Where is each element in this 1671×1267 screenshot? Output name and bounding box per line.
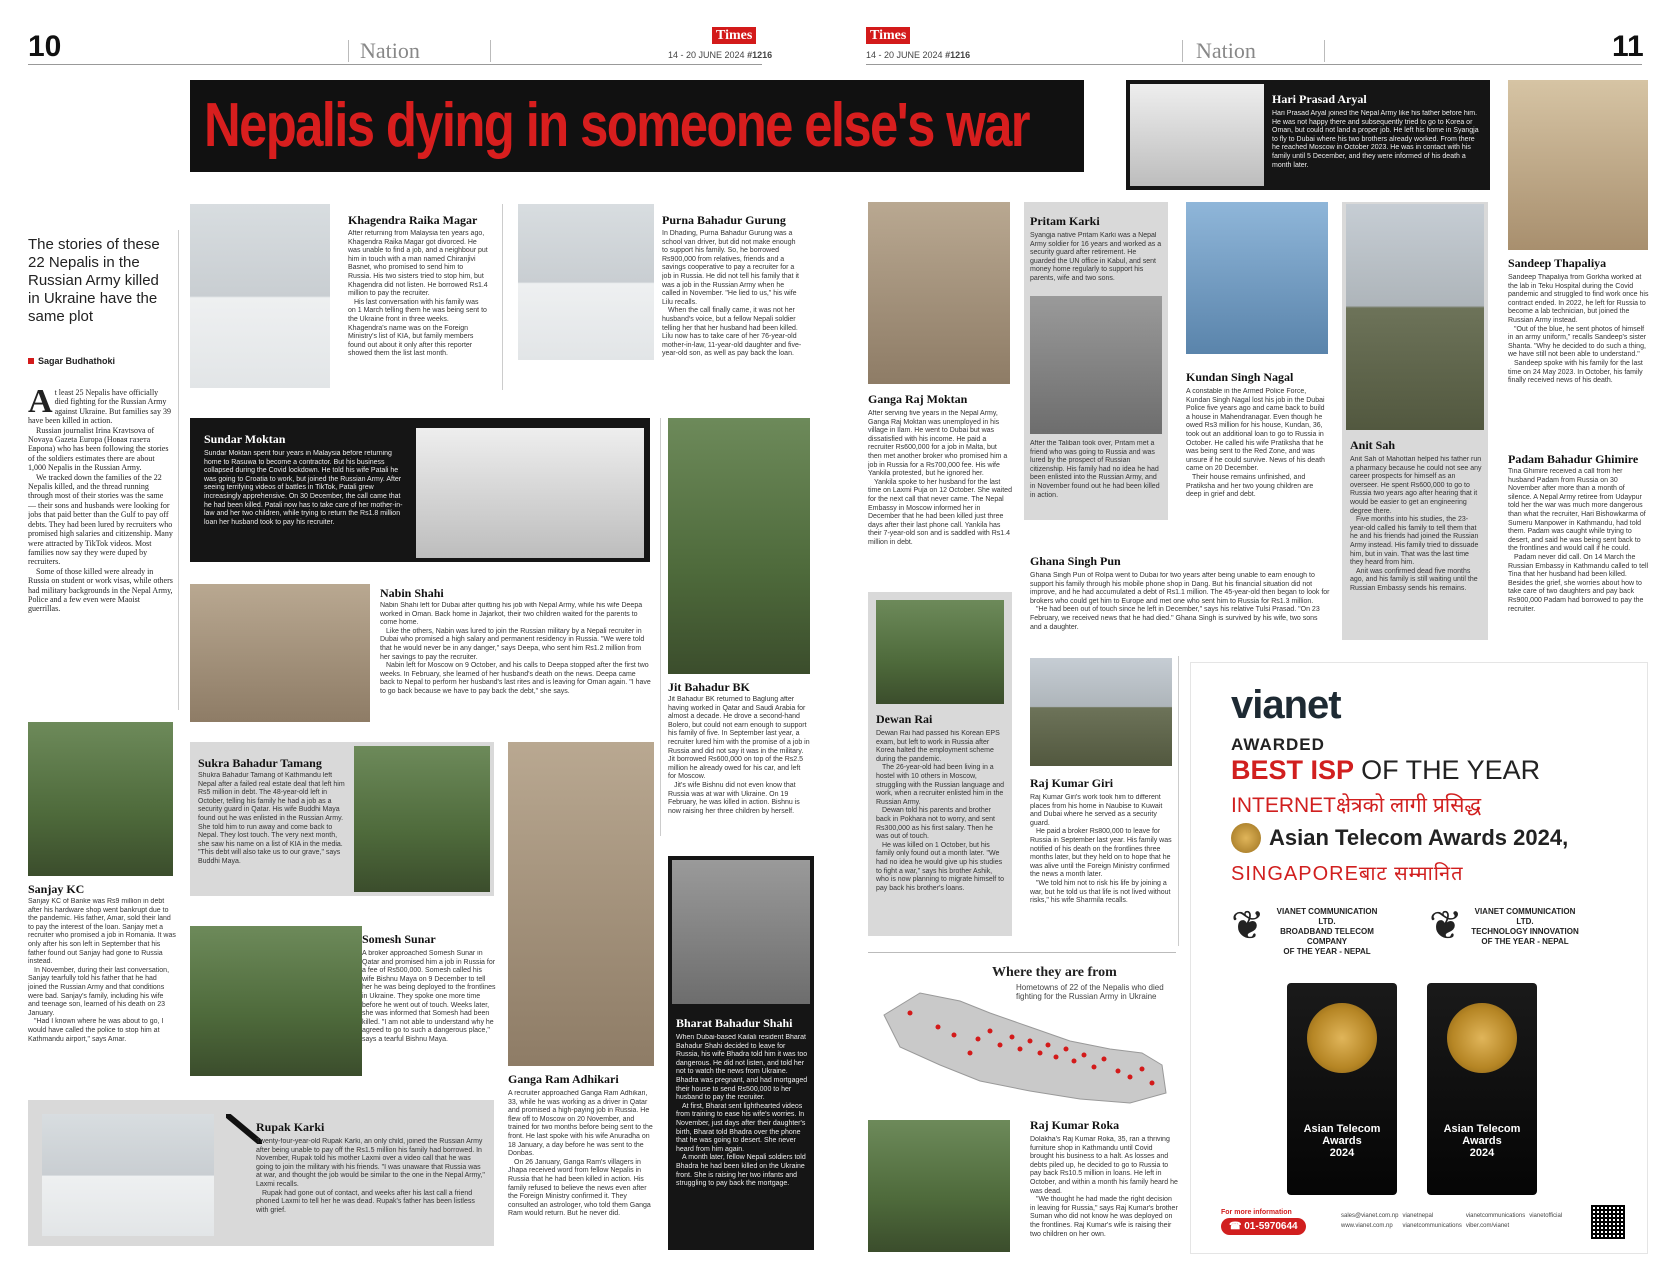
laurel-left-icon: ❦ <box>1231 904 1265 948</box>
name-kundan: Kundan Singh Nagal <box>1186 370 1294 384</box>
name-ganga-raj: Ganga Raj Moktan <box>868 392 968 406</box>
map-subtitle: Hometowns of 22 of the Nepalis who died fighting for the Russian Army in Ukraine <box>1016 983 1164 1001</box>
map-title: Where they are from <box>992 965 1117 980</box>
card-hari <box>1126 80 1490 190</box>
story-jit: Jit Bahadur BK returned to Baglung after having worked in Qatar and Saudi Arabia for almost a decade. He drove a second-hand Bolero, but could not earn enough to support his family of five. In September last year, a recruiter lured him with the promise of a job in Russia and did not say it was in the military. Jit borrowed Rs600,000 on top of the Rs2.5 million he already owed for his car, and left for Moscow. Jit's wife Bishnu did not even know that Russia was at war with Ukraine. On 19 February, he was killed in action. Bishnu is now raising her three children by herself. <box>668 696 810 815</box>
left-section-label: Nation <box>360 38 420 63</box>
name-khagendra: Khagendra Raika Magar <box>348 213 478 227</box>
photo-ganga-ram <box>508 742 654 1066</box>
photo-khagendra <box>190 204 330 388</box>
name-sanjay-kc: Sanjay KC <box>28 882 85 896</box>
story-bharat: When Dubai-based Kailali resident Bharat Bahadur Shahi decided to leave for Russia, his wife Bhadra told him it was too dangerous. He did not listen, and told her not to watch the news from Ukraine. Bhadra was pregnant, and had mortgaged their house to send Rs500,000 to her husband to pay the recruiter. At first, Bharat sent lighthearted videos from training to ease his wife's worries. In November, just days after their daughter's birth, Bharat told Bhadra over the phone that he was going to desert. She never heard from him again. A month later, fellow Nepali soldiers told Bhadra he had been killed on the Ukraine front. She is raising her two infants and struggling to pay back the mortgage. <box>676 1034 808 1188</box>
name-hari: Hari Prasad Aryal <box>1272 92 1367 106</box>
photo-sundar <box>416 428 644 558</box>
photo-bharat <box>672 860 810 1004</box>
photo-jit <box>668 418 810 674</box>
name-somesh: Somesh Sunar <box>362 932 436 946</box>
ad-internet-line: INTERNETक्षेत्रको लागी प्रसिद्ध <box>1231 794 1482 817</box>
photo-rajkumar-roka <box>868 1120 1010 1252</box>
ad-awarded: AWARDED <box>1231 735 1325 754</box>
right-masthead <box>866 26 910 44</box>
card-sundar <box>190 418 650 562</box>
laurel-left: ❦ VIANET COMMUNICATION LTD. BROADBAND TELECOM COMPANY OF THE YEAR - NEPAL <box>1231 904 1378 956</box>
intro-text: At least 25 Nepalis have officially died fighting for the Russian Army against Ukraine. But families say 39 have been killed in action. Russian journalist Irina Kravtsova of Novaya Gazeta Europa (Новая газета Европа) who has been following the stories of the soldiers estimates there are about 1,000 Nepalis in the Russian Army. We tracked down the families of the 22 Nepalis killed, and the thread running through most of their stories was the same — their sons and husbands were looking for jobs that paid better than the Gulf to pay off debts. They had been lured by recruiters who promised high salaries and citizenship. Many were attracted by TikTok videos. Most families now say they were duped by recruiters. Some of those killed were already in Russia on student or work visas, while others had military backgrounds in the Nepal Army, Police and a few even were Maoist guerrillas. <box>28 388 173 614</box>
name-dewan: Dewan Rai <box>876 712 933 726</box>
right-issue-date: 14 - 20 JUNE 2024 #1216 <box>866 50 971 60</box>
story-hari: Hari Prasad Aryal joined the Nepal Army like his father before him. He was not happy there and subsequently tried to go to Korea or Oman, but could not land a proper job. He left his home in Syangja to fly to Dubai where his two brothers already worked. From there he reached Moscow in October 2023. He was in contact with his family until 5 December, and they were informed of his death a month later. <box>1272 110 1479 169</box>
card-bharat <box>668 856 814 1250</box>
photo-sanjay-kc <box>28 722 173 876</box>
dek: The stories of these 22 Nepalis in the Russian Army killed in Ukraine have the same plot <box>28 236 160 325</box>
story-padam: Tina Ghimire received a call from her husband Padam from Russia on 30 November after more than a month of silence. A Nepal Army retiree from Udaypur told her the war was much more dangerous than what the recruiter, Hari Bishowkarma of Sumeru Manpower in Kathmandu, had told them. Padam was caught while trying to desert, and said he was being sent back to the frontlines and would call if he could. Padam never did call. On 14 March the Russian Embassy in Kathmandu called to tell Tina that her husband had been killed. Besides the grief, she worries about how to take care of two daughters and pay back Rs900,000 Padam had borrowed to pay the recruiter. <box>1508 468 1649 613</box>
byline: Sagar Budhathoki <box>28 356 115 366</box>
story-khagendra: After returning from Malaysia ten years ago, Khagendra Raika Magar got divorced. He was unable to find a job, and a neighbour put him in touch with a man named Chiranjivi Basnet, who promised to send him to Russia. His two sisters tried to stop him, but Khagendra did not listen. He borrowed Rs1.4 million to pay the recruiter. His last conversation with his family was on 1 March telling them he was being sent to the Ukraine front in three weeks. Khagendra's name was on the Foreign Ministry's list of KIA, but family members found out about it only after this reporter showed them the list last month. <box>348 230 488 358</box>
photo-rupak <box>42 1114 214 1236</box>
name-sukra: Sukra Bahadur Tamang <box>198 756 322 770</box>
name-ganga-ram: Ganga Ram Adhikari <box>508 1072 619 1086</box>
photo-anit <box>1346 204 1484 430</box>
name-pritam: Pritam Karki <box>1030 214 1100 228</box>
nepal-map <box>880 983 1170 1109</box>
photo-sandeep <box>1508 80 1648 250</box>
laurel-right-icon: ❦ <box>1429 904 1463 948</box>
ad-contacts: sales@vianet.com.np vianetnepal vianetcommunications vianetofficial www.vianet.com.np vianetcommunications viber.com/vianet <box>1341 1213 1563 1229</box>
card-dewan <box>868 592 1012 936</box>
card-anit <box>1342 202 1488 640</box>
name-bharat: Bharat Bahadur Shahi <box>676 1016 793 1030</box>
story-sanjay-kc: Sanjay KC of Banke was Rs9 million in debt after his hardware shop went bankrupt due to the pandemic. His father, Amar, sold their land to pay the interest of the loan. Sanjay met a recruiter who promised a job in Romania. It was only after his son left in September that his father found out Sanjay had gone to Russia instead. In November, during their last conversation, Sanjay tearfully told his father that he had joined the Russian Army and that conditions were bad. Sanjay's family, including his wife and teenage son, learned of his death on 23 January. "Had I known where he was about to go, I would have called the police to stop him at Kathmandu airport," says Amar. <box>28 898 176 1043</box>
name-sandeep: Sandeep Thapaliya <box>1508 256 1607 270</box>
trophy-right: Asian Telecom Awards 2024 <box>1427 983 1537 1195</box>
story-nabin: Nabin Shahi left for Dubai after quitting his job with Nepal Army, while his wife Deepa worked in Oman. Back home in Jajarkot, their two children waited for the parents to come home. Like the others, Nabin was lured to join the Russian military by a Nepali recruiter in Dubai who promised a high salary and permanent residency in Russia. "We were told that he would never be in any danger," says Deepa, who sent him Rs1.2 million from her savings to pay the recruiter. Nabin left for Moscow on 9 October, and his calls to Deepa stopped after the first two weeks. In February, she learned of her husband's death on the news. Deepa came back to Nepal to perform her husband's last rites and is leaving for Oman again. "I have to go back because we have to pay back the debt," she says. <box>380 602 651 695</box>
vianet-logo: vianet <box>1231 683 1341 727</box>
story-rajkumar-giri: Raj Kumar Giri's work took him to different places from his home in Naubise to Kuwait and Dubai where he served as a security guard. He paid a broker Rs800,000 to leave for Russia in September last year. His family was notified of his death on the frontlines three months later, but they held on to hope that he was alive until the Foreign Ministry confirmed the news a month later. "We told him not to risk his life by joining a war, but he told us that life is not lived without risks," his wife Sharmila recalls. <box>1030 794 1172 905</box>
asian-telecom-icon <box>1231 823 1261 853</box>
ad-asian-telecom: Asian Telecom Awards 2024, <box>1269 825 1569 850</box>
story-sundar: Sundar Moktan spent four years in Malaysia before returning home to Rasuwa to become a contractor. But his business collapsed during the Covid lockdown. He told his wife Patali he was going to Croatia to work, but joined the Russian Army. After seeing terrifying videos of battles in TikTok, Patali grew increasingly apprehensive. On 30 December, the call came that he had been killed. Patali now has to take care of her mother-in-law and her two children, while trying to return the Rs1.8 million loan her husband took to pay his recruiter. <box>204 450 403 526</box>
ad-phone[interactable]: ☎ 01-5970644 <box>1221 1218 1306 1235</box>
photo-hari <box>1130 84 1264 186</box>
photo-sukra <box>354 746 490 892</box>
card-rupak <box>28 1100 494 1246</box>
name-rupak: Rupak Karki <box>256 1120 325 1134</box>
name-rajkumar-roka: Raj Kumar Roka <box>1030 1118 1120 1132</box>
story-sukra: Shukra Bahadur Tamang of Kathmandu left Nepal after a failed real estate deal that left him Rs5 million in debt. The 48-year-old left in October, telling his family he had a job as a security guard in Qatar. His wife Buddhi Maya found out he was enlisted in the Russian Army. She told him to run away and come back to Nepal. They lost touch. The very next month, she saw his name on a list of KIA in the media. "This debt will also take us to our grave," says Buddhi Maya. <box>198 772 345 865</box>
photo-rajkumar-giri <box>1030 658 1172 766</box>
name-padam: Padam Bahadur Ghimire <box>1508 452 1639 466</box>
name-rajkumar-giri: Raj Kumar Giri <box>1030 776 1114 790</box>
trophy-left: Asian Telecom Awards 2024 <box>1287 983 1397 1195</box>
laurel-right: ❦ VIANET COMMUNICATION LTD. TECHNOLOGY INNOVATION OF THE YEAR - NEPAL <box>1429 904 1579 948</box>
story-ganga-ram: A recruiter approached Ganga Ram Adhikari, 33, while he was working as a driver in Qatar and promised a high-paying job in Russia. He flew off to Moscow on 20 November, and trained for two months before being sent to the front. He last spoke with his wife Anuradha on 18 January, a day before he was sent to the Donbas. On 26 January, Ganga Ram's villagers in Jhapa received word from fellow Nepalis in Russia that he had been killed in action. His family refused to believe the news even after the Foreign Ministry confirmed it. They consulted an astrologer, who told them Ganga Ram would return. But he never did. <box>508 1090 653 1218</box>
photo-nabin <box>190 584 370 722</box>
ad-best-isp: BEST ISP OF THE YEAR <box>1231 755 1541 785</box>
card-pritam <box>1024 202 1168 520</box>
photo-purna <box>518 204 654 360</box>
story-somesh: A broker approached Somesh Sunar in Qatar and promised him a job in Russia for a fee of Rs500,000. Somesh called his wife Bishnu Maya on 9 December to tell her he was being deployed to the frontlines in Ukraine. They spoke one more time before he went out of touch. Weeks later, she was informed that Somesh had been killed. "I am not able to understand why he agreed to go to such a dangerous place," says a tearful Bishnu Maya. <box>362 950 496 1043</box>
story-ghana: Ghana Singh Pun of Rolpa went to Dubai for two years after being unable to earn enough to support his family through his mobile phone shop in Dang. But his financial situation did not improve, and he had accumulated a debt of Rs1.1 million. The 45-year-old then began to look for brokers who could get him to Europe and met one who sent him to Russia for Rs1.3 million. "He had been out of touch since he left in December," says his relative Tulsi Prasad. "On 23 February, we received news that he had died." Ghana Singh is survived by his wife, two sons and a daughter. <box>1030 572 1330 631</box>
map-box <box>868 952 1176 1112</box>
story-pritam-2: After the Taliban took over, Pritam met a friend who was going to Russia and was lured by the prospect of Russian citizenship. His family had no idea he had been enlisted into the Russian Army, and in November found out he had been killed in action. <box>1030 440 1160 499</box>
photo-pritam <box>1030 296 1162 434</box>
left-issue-date: 14 - 20 JUNE 2024 #1216 <box>668 50 773 60</box>
name-jit: Jit Bahadur BK <box>668 680 750 694</box>
story-dewan: Dewan Rai had passed his Korean EPS exam, but left to work in Russia after Korea halted the employment scheme during the pandemic. The 26-year-old had been living in a hostel with 10 others in Moscow, struggling with the Russian language and work, when a recruiter enlisted him in the Russian Army. Dewan told his parents and brother back in Pokhara not to worry, and sent Rs300,000 as his first salary. Then he was out of touch. He was killed on 1 October, but his family only found out a month later. "We had no idea he would give up his studies to fight a war," says his brother Ashik, who is now planning to migrate himself to pay back his brother's loans. <box>876 730 1005 892</box>
name-nabin: Nabin Shahi <box>380 586 444 600</box>
right-page-number: 11 <box>1612 30 1644 63</box>
vianet-advertisement[interactable] <box>1190 662 1648 1254</box>
times-logo-right: Times <box>866 27 910 44</box>
story-rajkumar-roka: Dolakha's Raj Kumar Roka, 35, ran a thriving furniture shop in Kathmandu until Covid brought his business to a halt. As losses and debts piled up, he decided to go to Russia to pay back Rs10.5 million in loans. He left in October, and within a month his family heard he was dead. "We thought he had made the right decision in leaving for Russia," says Raj Kumar's brother Suman who did not know he was deployed on the frontlines. Raj Kumar's wife is raising their two children on her own. <box>1030 1136 1178 1238</box>
story-purna: In Dhading, Purna Bahadur Gurung was a school van driver, but did not make enough to support his family. So, he borrowed Rs900,000 from relatives, friends and a savings cooperative to pay a recruiter for a job in Russia. He did not tell his family that it was a job in the Russian Army when he called in November. "He lied to us," his wife Lilu recalls. When the call finally came, it was not her husband's voice, but a fellow Nepali soldier telling her that her husband had been killed. Lilu now has to take care of her 76-year-old mother-in-law, 11-year-old daughter and five-year-old son, as well as pay back the loan. <box>662 230 802 358</box>
ad-contact-block: For more information ☎ 01-5970644 <box>1221 1209 1306 1235</box>
story-pritam-1: Syangja native Pritam Karki was a Nepal Army soldier for 16 years and worked as a security guard after retirement. He guarded the UN office in Kabul, and sent money home regularly to support his parents, wife and two sons. <box>1030 232 1162 282</box>
story-kundan: A constable in the Armed Police Force, Kundan Singh Nagal lost his job in the Dubai Police five years ago and came back to build a house in Mahendranagar. Even though he owed Rs3 million for his house, Kundan, 36, took out an additional loan to go to Russia in October. He called his wife Pratiksha that he was being sent to the Red Zone, and was unsure if he could survive. News of his death came on 20 December. Their house remains unfinished, and Pratiksha and her two young children are deep in grief and debt. <box>1186 388 1325 499</box>
story-anit: Anit Sah of Mahottari helped his father run a pharmacy because he could not see any career prospects for himself as an overseer. He spent Rs600,000 to go to Russia two years ago after hearing that it would be easier to get an engineering degree there. Five months into his studies, the 23-year-old called his family to tell them that he and his friends had joined the Russian Army instead. His family tried to dissuade him, but in vain. That was the last time they heard from him. Anit was confirmed dead five months ago, and his family is still waiting until the Russian Embassy sends his remains. <box>1350 456 1482 592</box>
ad-singapore: SINGAPOREबाट सम्मानित <box>1231 863 1464 885</box>
headline-banner <box>190 80 1084 172</box>
name-purna: Purna Bahadur Gurung <box>662 213 786 227</box>
photo-kundan <box>1186 202 1328 354</box>
story-sandeep: Sandeep Thapaliya from Gorkha worked at the lab in Teku Hospital during the Covid pandemic and struggled to find work once his contract ended. In 2022, he left for Russia to become a lab technician, but joined the Russian Army instead. "Out of the blue, he sent photos of himself in an army uniform," recalls Sandeep's sister Shanta. "Why he decided to do such a thing, we have still not been able to understand." Sandeep spoke with his family for the last time on 24 May 2023. In October, his family finally received news of his death. <box>1508 274 1649 385</box>
headline: Nepalis dying in someone else's war <box>204 91 1029 160</box>
right-section-label: Nation <box>1196 38 1256 63</box>
qr-code-icon[interactable] <box>1591 1205 1625 1239</box>
photo-somesh <box>190 926 362 1076</box>
trophy-medal-icon <box>1307 1003 1377 1073</box>
photo-ganga-raj <box>868 202 1010 384</box>
left-masthead <box>712 26 756 44</box>
story-rupak: Twenty-four-year-old Rupak Karki, an only child, joined the Russian Army after being unable to pay off the Rs1.5 million his family had borrowed. In November, Rupak told his mother Laxmi over a video call that he was going to join the military with his friends. "I was unaware that Russia was at war, and thought the job would be similar to the one in the Nepal Army," Laxmi recalls. Rupak had gone out of contact, and weeks after his last call a friend phoned Laxmi to tell her he was dead. Rupak's father has been listless with grief. <box>256 1138 485 1214</box>
times-logo: Times <box>712 27 756 44</box>
card-sukra <box>190 742 494 896</box>
name-anit: Anit Sah <box>1350 438 1396 452</box>
left-page-number: 10 <box>28 30 62 63</box>
trophy-medal-icon-2 <box>1447 1003 1517 1073</box>
story-ganga-raj: After serving five years in the Nepal Army, Ganga Raj Moktan was unemployed in his village in Ilam. He went to Dubai but was dissatisfied with his income. He paid a recruiter Rs600,000 for a job in Malta, but then met another broker who promised him a job in Russia for a Rs700,000 fee. His wife Yankila protested, but he ignored her. Yankila spoke to her husband for the last time on Laxmi Puja on 12 October. She waited for the next call that never came. The Nepal Embassy in Moscow informed her in December that he had been killed just three days after their last phone call. Yankila has their 7-year-old son and is saddled with Rs1.4 million in debt. <box>868 410 1012 546</box>
name-ghana: Ghana Singh Pun <box>1030 554 1121 568</box>
name-sundar: Sundar Moktan <box>204 432 286 446</box>
photo-dewan <box>876 600 1004 704</box>
